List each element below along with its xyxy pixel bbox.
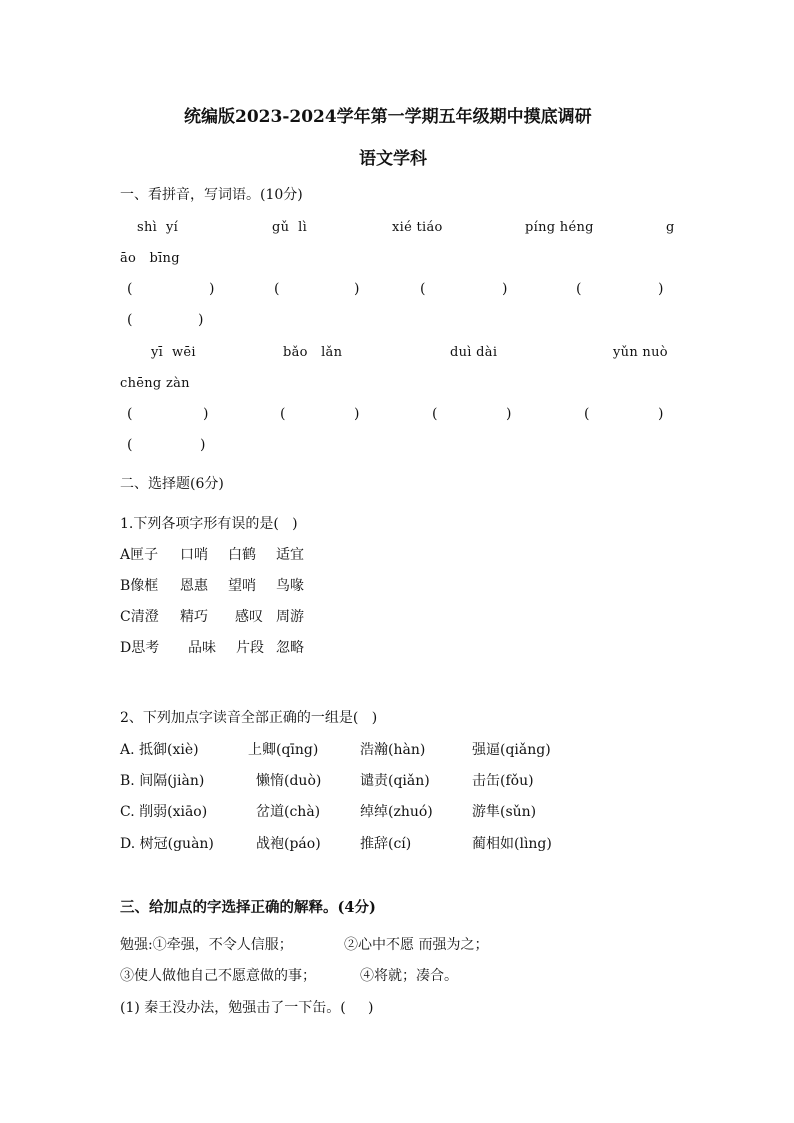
option-word: A. 抵御(xiè)	[120, 742, 199, 758]
pinyin: bǎo lǎn	[283, 345, 343, 360]
question-2-stem: 2、下列加点字读音全部正确的一组是( )	[120, 710, 378, 726]
paren-close: )	[354, 281, 360, 297]
option-word: 鸟喙	[276, 578, 304, 594]
option-word: 精巧	[180, 609, 208, 625]
paren-open: (	[432, 406, 438, 422]
option-word: A匣子	[120, 547, 159, 563]
pinyin: shì yí	[137, 220, 179, 235]
option-word: 浩瀚(hàn)	[360, 742, 426, 758]
paren-close: )	[658, 406, 664, 422]
pinyin: gǔ lì	[272, 220, 308, 235]
option-word: D思考	[120, 640, 160, 656]
paren-open: (	[274, 281, 280, 297]
paren-open: (	[280, 406, 286, 422]
option-word: 上卿(qīng)	[248, 742, 319, 758]
definition: 勉强:①牵强，不令人信服；	[120, 937, 293, 953]
paren-open: (	[576, 281, 582, 297]
definition: ③使人做他自己不愿意做的事；	[120, 968, 316, 984]
paren-close: )	[209, 281, 215, 297]
paren-open: (	[127, 406, 133, 422]
paren-open: (	[127, 312, 133, 328]
definition: ④将就；凑合。	[360, 968, 458, 984]
paren-close: )	[354, 406, 360, 422]
question-1-stem: 1.下列各项字形有误的是( )	[120, 516, 298, 532]
option-word: 感叹	[235, 609, 263, 625]
paren-open: (	[127, 281, 133, 297]
pinyin: duì dài	[450, 345, 498, 360]
pinyin: xié tiáo	[392, 220, 443, 235]
option-word: B像框	[120, 578, 159, 594]
option-word: 绰绰(zhuó)	[360, 804, 433, 820]
option-word: 白鹤	[228, 547, 256, 563]
paren-close: )	[502, 281, 508, 297]
paren-close: )	[200, 437, 206, 453]
option-word: 片段	[236, 640, 264, 656]
option-word: 蔺相如(lìng)	[472, 836, 552, 852]
option-word: 谴责(qiǎn)	[360, 773, 430, 789]
option-word: 周游	[276, 609, 304, 625]
option-word: 忽略	[276, 640, 304, 656]
option-word: B. 间隔(jiàn)	[120, 773, 205, 789]
option-word: 口哨	[180, 547, 208, 563]
option-word: 游隼(sǔn)	[472, 804, 537, 820]
page-title: 统编版2023-2024学年第一学期五年级期中摸底调研	[184, 107, 592, 127]
option-word: 懒惰(duò)	[256, 773, 322, 789]
definition: ②心中不愿 而强为之；	[344, 937, 489, 953]
option-word: 岔道(chà)	[256, 804, 321, 820]
pinyin: chēng zàn	[120, 376, 190, 391]
pinyin: g	[666, 220, 675, 235]
section2-heading: 二、选择题(6分)	[120, 476, 224, 492]
paren-open: (	[584, 406, 590, 422]
option-word: 适宜	[276, 547, 304, 563]
section3-heading: 三、给加点的字选择正确的解释。(4分)	[120, 899, 376, 916]
pinyin: yǔn nuò	[613, 345, 668, 360]
page-subtitle: 语文学科	[359, 149, 427, 169]
pinyin: yī wēi	[151, 345, 196, 360]
paren-open: (	[127, 437, 133, 453]
option-word: 强逼(qiǎng)	[472, 742, 551, 758]
paren-close: )	[506, 406, 512, 422]
paren-close: )	[203, 406, 209, 422]
option-word: D. 树冠(guàn)	[120, 836, 214, 852]
option-word: 品味	[188, 640, 216, 656]
pinyin: píng héng	[525, 220, 594, 235]
option-word: C清澄	[120, 609, 159, 625]
paren-close: )	[658, 281, 664, 297]
paren-close: )	[198, 312, 204, 328]
option-word: 恩惠	[180, 578, 208, 594]
question-3-1: (1) 秦王没办法，勉强击了一下缶。( )	[120, 1000, 374, 1016]
option-word: 击缶(fǒu)	[472, 773, 534, 789]
option-word: 推辞(cí)	[360, 836, 412, 852]
section1-heading: 一、看拼音，写词语。(10分)	[120, 187, 303, 203]
option-word: 望哨	[228, 578, 256, 594]
pinyin: āo bīng	[120, 251, 180, 266]
paren-open: (	[420, 281, 426, 297]
option-word: 战袍(páo)	[256, 836, 321, 852]
option-word: C. 削弱(xiāo)	[120, 804, 208, 820]
